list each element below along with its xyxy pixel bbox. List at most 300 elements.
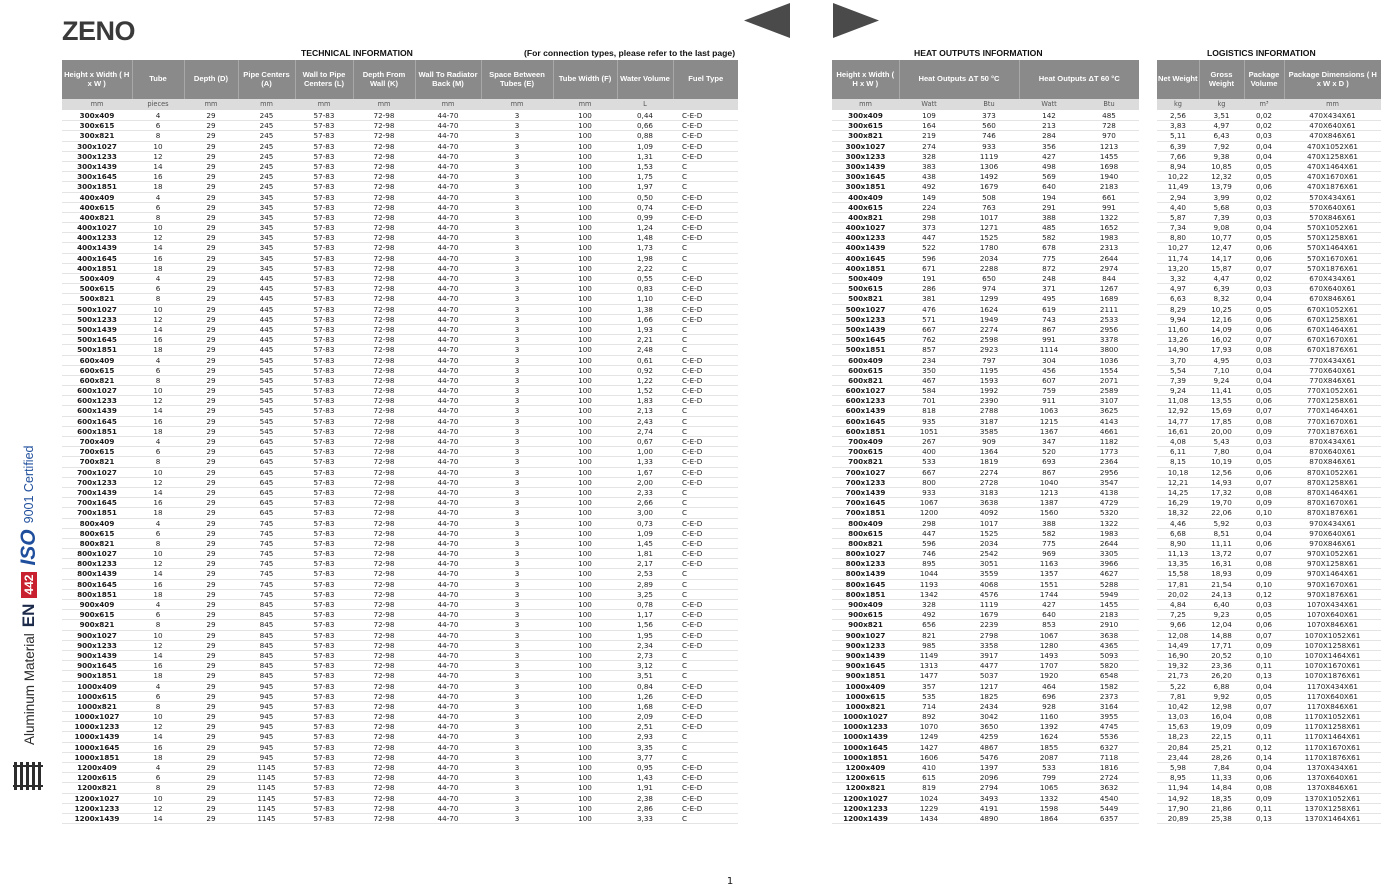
table-cell: 3917: [959, 650, 1019, 660]
table-cell: 17,90: [1157, 803, 1199, 813]
table-cell: C-E-D: [673, 365, 738, 375]
table-cell: 4092: [959, 508, 1019, 518]
table-cell: C-E-D: [673, 559, 738, 569]
table-cell: 1145: [238, 773, 295, 783]
unit-cell: mm: [832, 99, 899, 111]
table-cell: 645: [238, 457, 295, 467]
radiator-icon: [13, 762, 43, 790]
table-row: [1157, 345, 1381, 355]
table-cell: 1170X1876X61: [1284, 752, 1381, 762]
table-cell: 400x1439: [832, 243, 899, 253]
table-row: [832, 600, 1139, 610]
table-cell: 29: [184, 691, 238, 701]
table-cell: 600x615: [832, 365, 899, 375]
table-cell: 6: [132, 284, 184, 294]
table-cell: 533: [899, 457, 959, 467]
table-cell: 745: [238, 528, 295, 538]
table-cell: 600x1439: [832, 406, 899, 416]
table-cell: 1,98: [617, 253, 673, 263]
table-cell: C: [673, 813, 738, 823]
table-cell: 900x409: [62, 600, 132, 610]
table-cell: 16: [132, 661, 184, 671]
table-cell: 72-98: [353, 131, 415, 141]
table-row: [832, 559, 1139, 569]
table-cell: 1119: [959, 151, 1019, 161]
table-cell: 44-70: [415, 294, 481, 304]
table-row: [1157, 212, 1381, 222]
table-cell: 57-83: [295, 620, 353, 630]
table-cell: 57-83: [295, 233, 353, 243]
table-cell: 29: [184, 233, 238, 243]
table-cell: 300x1645: [62, 172, 132, 182]
table-cell: 1070X434X61: [1284, 600, 1381, 610]
table-cell: 2434: [959, 701, 1019, 711]
table-cell: 57-83: [295, 192, 353, 202]
table-row: [1157, 712, 1381, 722]
table-cell: 57-83: [295, 416, 353, 426]
table-cell: 970X1876X61: [1284, 589, 1381, 599]
table-row: [832, 671, 1139, 681]
table-row: [1157, 263, 1381, 273]
table-cell: 1,68: [617, 701, 673, 711]
table-cell: 10: [132, 549, 184, 559]
table-row: [1157, 314, 1381, 324]
table-row: [832, 324, 1139, 334]
table-cell: 1624: [1019, 732, 1079, 742]
table-cell: 745: [238, 579, 295, 589]
technical-header: Depth (D): [184, 60, 238, 99]
table-cell: 650: [959, 274, 1019, 284]
table-cell: 1819: [959, 457, 1019, 467]
table-cell: 72-98: [353, 345, 415, 355]
table-cell: C-E-D: [673, 763, 738, 773]
table-cell: 1493: [1019, 650, 1079, 660]
table-cell: 1145: [238, 763, 295, 773]
table-cell: 2373: [1079, 691, 1139, 701]
table-row: [1157, 701, 1381, 711]
table-cell: 1322: [1079, 212, 1139, 222]
table-cell: 1213: [1019, 487, 1079, 497]
table-cell: 100: [553, 630, 617, 640]
table-cell: 44-70: [415, 610, 481, 620]
table-cell: 0,02: [1244, 274, 1284, 284]
table-cell: 985: [899, 640, 959, 650]
table-cell: 11,33: [1199, 773, 1244, 783]
table-row: [832, 528, 1139, 538]
table-cell: 853: [1019, 620, 1079, 630]
table-row: [1157, 549, 1381, 559]
table-cell: 5093: [1079, 650, 1139, 660]
table-cell: 1200x615: [832, 773, 899, 783]
table-cell: 845: [238, 630, 295, 640]
table-cell: 0,04: [1244, 294, 1284, 304]
table-cell: 44-70: [415, 742, 481, 752]
table-cell: 3: [481, 345, 553, 355]
table-cell: 400x821: [62, 212, 132, 222]
table-cell: 7,10: [1199, 365, 1244, 375]
table-cell: 2644: [1079, 538, 1139, 548]
table-cell: 500x1233: [832, 314, 899, 324]
table-cell: 44-70: [415, 793, 481, 803]
table-cell: 7,25: [1157, 610, 1199, 620]
table-cell: 498: [1019, 161, 1079, 171]
table-cell: 381: [899, 294, 959, 304]
table-cell: 909: [959, 437, 1019, 447]
table-cell: 3: [481, 324, 553, 334]
table-row: [62, 233, 738, 243]
table-cell: 5,54: [1157, 365, 1199, 375]
table-cell: 1582: [1079, 681, 1139, 691]
table-cell: 1017: [959, 518, 1019, 528]
table-cell: 600x821: [62, 375, 132, 385]
table-cell: 770X640X61: [1284, 365, 1381, 375]
table-cell: 16,29: [1157, 498, 1199, 508]
table-cell: C-E-D: [673, 528, 738, 538]
table-row: [62, 630, 738, 640]
table-cell: 245: [238, 161, 295, 171]
table-cell: 2,38: [617, 793, 673, 803]
table-cell: 72-98: [353, 294, 415, 304]
unit-cell: mm: [184, 99, 238, 111]
table-cell: 300x615: [62, 121, 132, 131]
table-cell: 100: [553, 406, 617, 416]
table-cell: 44-70: [415, 192, 481, 202]
table-row: [62, 324, 738, 334]
table-row: [1157, 416, 1381, 426]
table-cell: 4,97: [1199, 121, 1244, 131]
table-cell: 1000x615: [832, 691, 899, 701]
table-cell: 670X1670X61: [1284, 335, 1381, 345]
table-cell: 1200x1233: [832, 803, 899, 813]
technical-header: Tube: [132, 60, 184, 99]
table-cell: 3: [481, 752, 553, 762]
table-cell: 945: [238, 722, 295, 732]
table-cell: 29: [184, 773, 238, 783]
table-cell: 100: [553, 579, 617, 589]
table-cell: 0,02: [1244, 192, 1284, 202]
table-row: [62, 365, 738, 375]
table-cell: 0,88: [617, 131, 673, 141]
table-cell: 4,08: [1157, 437, 1199, 447]
table-row: [62, 549, 738, 559]
table-cell: 1370X1258X61: [1284, 803, 1381, 813]
table-cell: 100: [553, 253, 617, 263]
table-row: [1157, 732, 1381, 742]
table-cell: 7,81: [1157, 691, 1199, 701]
table-cell: 600x615: [62, 365, 132, 375]
table-cell: 100: [553, 324, 617, 334]
logistics-table: [1157, 60, 1381, 824]
table-cell: 3: [481, 416, 553, 426]
table-cell: 1070X1464X61: [1284, 650, 1381, 660]
table-cell: 100: [553, 335, 617, 345]
table-cell: 5,11: [1157, 131, 1199, 141]
table-cell: 445: [238, 335, 295, 345]
table-cell: 3,99: [1199, 192, 1244, 202]
table-cell: 44-70: [415, 172, 481, 182]
table-row: [62, 243, 738, 253]
table-row: [1157, 426, 1381, 436]
table-cell: 545: [238, 406, 295, 416]
table-cell: 6: [132, 528, 184, 538]
table-cell: 970X640X61: [1284, 528, 1381, 538]
table-cell: 72-98: [353, 182, 415, 192]
table-cell: 10: [132, 223, 184, 233]
table-row: [1157, 243, 1381, 253]
table-cell: 44-70: [415, 335, 481, 345]
table-cell: C-E-D: [673, 314, 738, 324]
table-cell: 1200x1027: [62, 793, 132, 803]
table-cell: 4: [132, 111, 184, 121]
table-cell: 14,90: [1157, 345, 1199, 355]
table-cell: 100: [553, 172, 617, 182]
table-cell: 6: [132, 773, 184, 783]
table-cell: 4,40: [1157, 202, 1199, 212]
table-cell: 4576: [959, 589, 1019, 599]
table-cell: 500x1027: [832, 304, 899, 314]
table-cell: 57-83: [295, 304, 353, 314]
table-row: [62, 263, 738, 273]
table-cell: 1280: [1019, 640, 1079, 650]
table-cell: 9,23: [1199, 610, 1244, 620]
table-cell: 57-83: [295, 487, 353, 497]
table-cell: 470X640X61: [1284, 121, 1381, 131]
table-cell: 0,09: [1244, 569, 1284, 579]
table-cell: 100: [553, 763, 617, 773]
table-cell: 800x1851: [62, 589, 132, 599]
table-cell: 1063: [1019, 406, 1079, 416]
table-cell: 8: [132, 620, 184, 630]
table-cell: 72-98: [353, 579, 415, 589]
table-row: [1157, 437, 1381, 447]
table-cell: 44-70: [415, 131, 481, 141]
table-cell: 57-83: [295, 284, 353, 294]
table-cell: 100: [553, 508, 617, 518]
table-cell: 16: [132, 172, 184, 182]
next-page-button[interactable]: [833, 3, 879, 38]
table-cell: 2956: [1079, 467, 1139, 477]
table-cell: 100: [553, 457, 617, 467]
table-cell: 29: [184, 375, 238, 385]
en-code-badge: 442: [21, 572, 37, 598]
table-row: [62, 447, 738, 457]
table-cell: 1070X1670X61: [1284, 661, 1381, 671]
table-cell: 44-70: [415, 549, 481, 559]
table-cell: 29: [184, 172, 238, 182]
table-row: [1157, 294, 1381, 304]
table-cell: 400x1027: [62, 223, 132, 233]
table-cell: 100: [553, 569, 617, 579]
table-cell: 800x1233: [62, 559, 132, 569]
table-cell: 1000x1851: [62, 752, 132, 762]
table-cell: 57-83: [295, 335, 353, 345]
table-cell: 16: [132, 416, 184, 426]
unit-cell: Watt: [1019, 99, 1079, 111]
table-cell: 18,23: [1157, 732, 1199, 742]
table-cell: 6,63: [1157, 294, 1199, 304]
table-cell: 17,81: [1157, 579, 1199, 589]
table-row: [62, 212, 738, 222]
table-cell: 100: [553, 182, 617, 192]
table-cell: 72-98: [353, 457, 415, 467]
table-cell: 670X1258X61: [1284, 314, 1381, 324]
table-cell: 570X1052X61: [1284, 223, 1381, 233]
table-cell: 14,92: [1157, 793, 1199, 803]
table-cell: 870X1464X61: [1284, 487, 1381, 497]
table-cell: 1689: [1079, 294, 1139, 304]
table-cell: 0,02: [1244, 121, 1284, 131]
table-cell: C-E-D: [673, 722, 738, 732]
table-cell: 400x1233: [62, 233, 132, 243]
table-cell: 245: [238, 182, 295, 192]
table-cell: 29: [184, 284, 238, 294]
table-cell: 100: [553, 559, 617, 569]
table-cell: 600x1851: [62, 426, 132, 436]
table-cell: 596: [899, 538, 959, 548]
table-row: [62, 151, 738, 161]
table-cell: 745: [238, 549, 295, 559]
table-cell: 44-70: [415, 722, 481, 732]
table-cell: 900x1851: [832, 671, 899, 681]
table-row: [832, 712, 1139, 722]
table-row: [1157, 803, 1381, 813]
table-cell: 100: [553, 151, 617, 161]
table-cell: 44-70: [415, 661, 481, 671]
table-cell: 29: [184, 141, 238, 151]
table-cell: 596: [899, 253, 959, 263]
table-row: [62, 620, 738, 630]
table-cell: 57-83: [295, 345, 353, 355]
table-row: [832, 620, 1139, 630]
table-cell: 57-83: [295, 579, 353, 589]
table-cell: 470X1670X61: [1284, 172, 1381, 182]
table-cell: 670X1876X61: [1284, 345, 1381, 355]
table-row: [62, 671, 738, 681]
table-cell: 57-83: [295, 457, 353, 467]
table-cell: 1149: [899, 650, 959, 660]
heat-table: [832, 60, 1139, 824]
table-cell: 0,08: [1244, 487, 1284, 497]
table-cell: 72-98: [353, 691, 415, 701]
table-cell: 800x1027: [832, 549, 899, 559]
table-cell: 100: [553, 549, 617, 559]
table-cell: 5820: [1079, 661, 1139, 671]
table-cell: 57-83: [295, 732, 353, 742]
table-row: [832, 803, 1139, 813]
table-cell: 1170X640X61: [1284, 691, 1381, 701]
table-row: [1157, 681, 1381, 691]
table-cell: 72-98: [353, 732, 415, 742]
table-cell: 3,77: [617, 752, 673, 762]
table-cell: 0,06: [1244, 182, 1284, 192]
table-cell: 0,14: [1244, 752, 1284, 762]
table-cell: 100: [553, 426, 617, 436]
table-cell: 1455: [1079, 151, 1139, 161]
table-row: [832, 233, 1139, 243]
table-cell: 100: [553, 131, 617, 141]
table-cell: 72-98: [353, 304, 415, 314]
table-cell: 213: [1019, 121, 1079, 131]
table-cell: 3: [481, 630, 553, 640]
table-cell: 57-83: [295, 243, 353, 253]
previous-page-button[interactable]: [744, 3, 790, 38]
table-cell: 700x1233: [62, 477, 132, 487]
table-cell: 615: [899, 773, 959, 783]
table-cell: 100: [553, 783, 617, 793]
table-cell: C-E-D: [673, 131, 738, 141]
table-row: [832, 304, 1139, 314]
table-cell: 373: [959, 111, 1019, 121]
table-row: [62, 579, 738, 589]
table-cell: 970X434X61: [1284, 518, 1381, 528]
table-cell: 57-83: [295, 518, 353, 528]
table-cell: 2,86: [617, 803, 673, 813]
table-cell: 6,39: [1157, 141, 1199, 151]
table-cell: 600x1645: [62, 416, 132, 426]
table-cell: 11,08: [1157, 396, 1199, 406]
table-cell: 72-98: [353, 406, 415, 416]
table-cell: 645: [238, 508, 295, 518]
table-cell: 427: [1019, 151, 1079, 161]
table-cell: 1,10: [617, 294, 673, 304]
table-cell: 0,04: [1244, 375, 1284, 385]
table-row: [832, 202, 1139, 212]
table-cell: 645: [238, 447, 295, 457]
table-cell: 928: [1019, 701, 1079, 711]
table-row: [62, 681, 738, 691]
table-cell: 345: [238, 243, 295, 253]
table-row: [1157, 528, 1381, 538]
table-cell: 1,81: [617, 549, 673, 559]
table-cell: 44-70: [415, 233, 481, 243]
table-row: [832, 773, 1139, 783]
table-cell: 10: [132, 304, 184, 314]
table-row: [62, 752, 738, 762]
table-cell: 1170X1258X61: [1284, 722, 1381, 732]
table-cell: 500x409: [62, 274, 132, 284]
table-cell: 11,60: [1157, 324, 1199, 334]
table-cell: 57-83: [295, 508, 353, 518]
table-cell: 286: [899, 284, 959, 294]
table-cell: 44-70: [415, 579, 481, 589]
table-cell: 0,04: [1244, 447, 1284, 457]
table-row: [1157, 274, 1381, 284]
table-cell: 4,46: [1157, 518, 1199, 528]
table-cell: 57-83: [295, 447, 353, 457]
table-cell: 57-83: [295, 630, 353, 640]
table-cell: 300x1233: [832, 151, 899, 161]
table-cell: 3,00: [617, 508, 673, 518]
table-cell: 933: [899, 487, 959, 497]
table-row: [62, 773, 738, 783]
table-cell: 29: [184, 121, 238, 131]
table-cell: 5,43: [1199, 437, 1244, 447]
table-row: [832, 294, 1139, 304]
table-cell: 14: [132, 324, 184, 334]
table-row: [1157, 538, 1381, 548]
table-row: [62, 661, 738, 671]
table-cell: 867: [1019, 467, 1079, 477]
table-row: [832, 223, 1139, 233]
table-cell: C: [673, 426, 738, 436]
table-cell: 29: [184, 294, 238, 304]
table-cell: 3: [481, 620, 553, 630]
table-cell: 1,52: [617, 386, 673, 396]
table-cell: 29: [184, 345, 238, 355]
table-cell: 714: [899, 701, 959, 711]
table-cell: 13,26: [1157, 335, 1199, 345]
table-cell: 545: [238, 355, 295, 365]
